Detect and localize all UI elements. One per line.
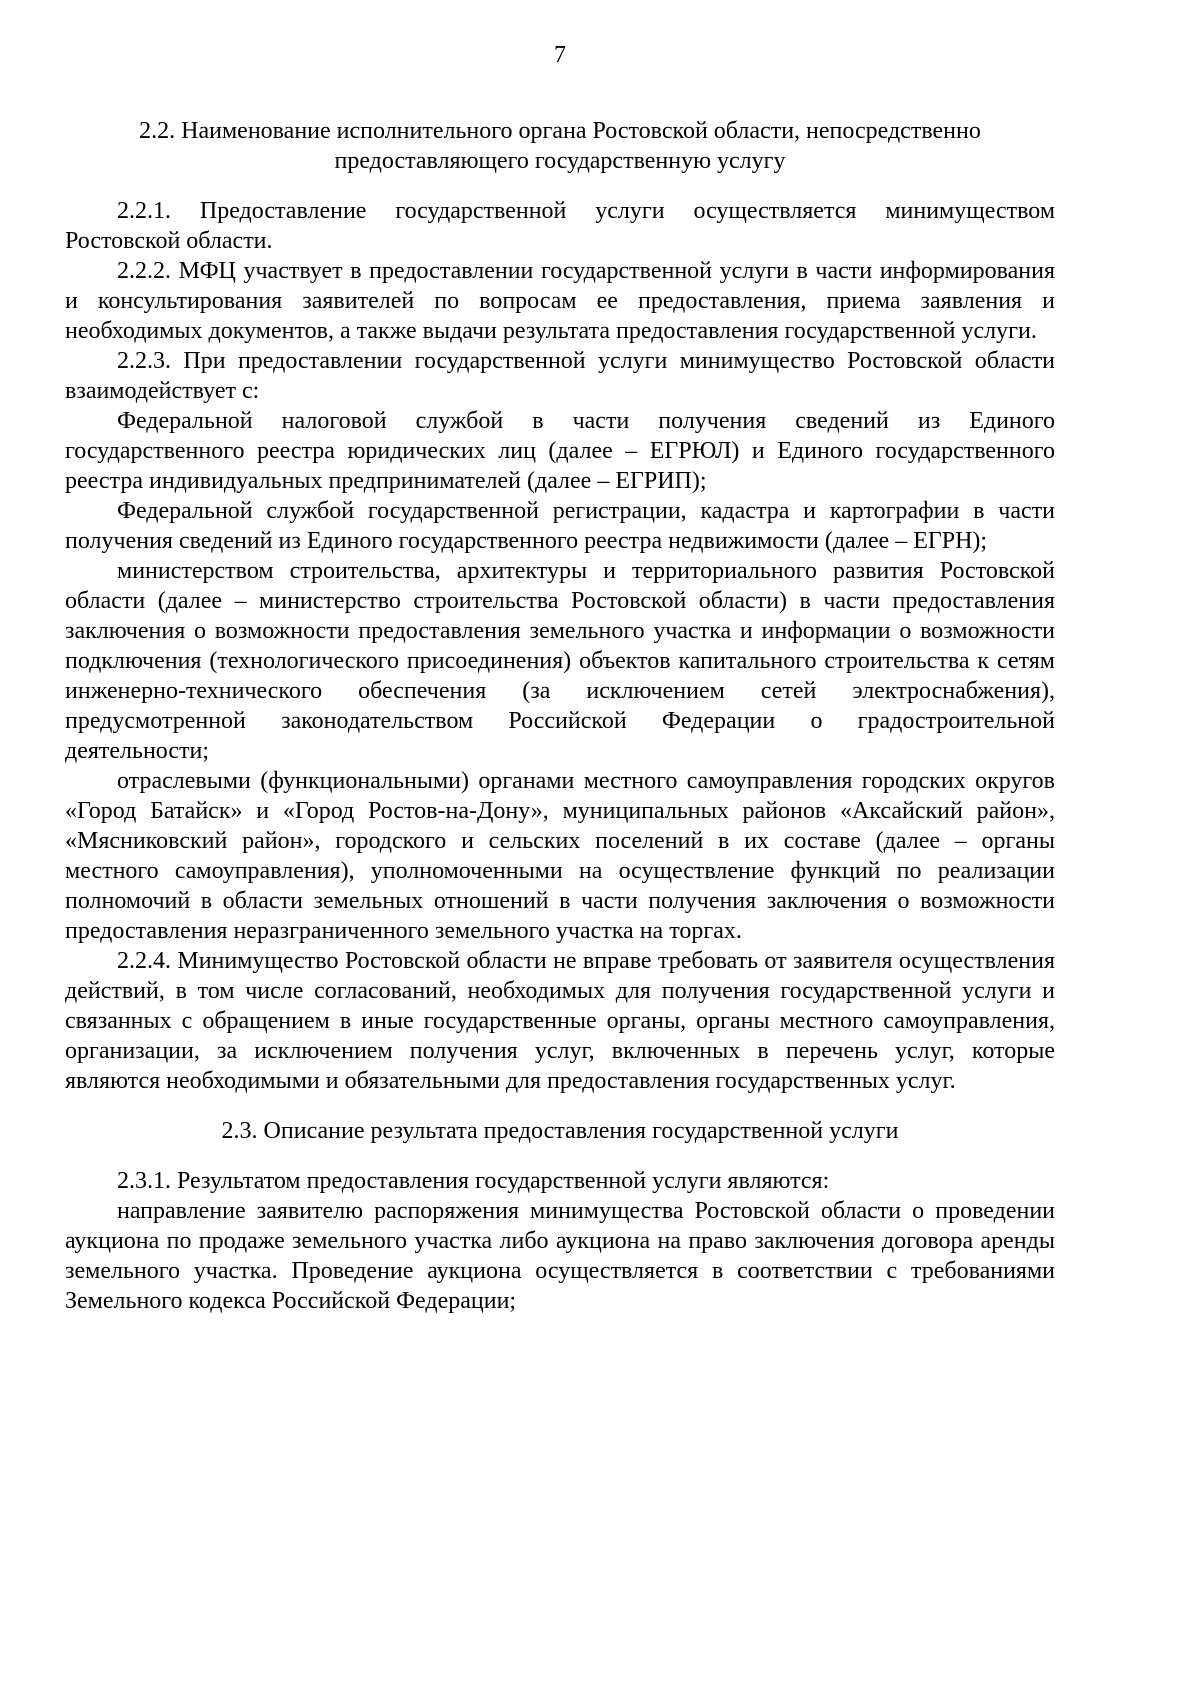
paragraph-local-authorities: отраслевыми (функциональными) органами местного самоуправления городских округов «Город Батайск» и «Город Ростов-на-Дону», муниципальных районов «Аксайский район», «Мясниковский район», городского и сельских поселений в их составе (далее – органы местного самоуправления), уполномоченными на осуществление функций по реализации полномочий в области земельных отношений в части получения заключения о возможности предоставления неразграниченного земельного участка на торгах. <box>65 768 1055 944</box>
paragraph-2-2-3: 2.2.3. При предоставлении государственной услуги минимущество Ростовской области взаимодействует с: <box>65 348 1055 404</box>
page-number: 7 <box>554 42 566 68</box>
paragraph-2-3-1: 2.3.1. Результатом предоставления государственной услуги являются: <box>117 1168 830 1194</box>
paragraph-rosreestr: Федеральной службой государственной регистрации, кадастра и картографии в части получения сведений из Единого государственного реестра недвижимости (далее – ЕГРН); <box>65 498 1055 554</box>
paragraph-2-2-4: 2.2.4. Минимущество Ростовской области не вправе требовать от заявителя осуществления действий, в том числе согласований, необходимых для получения государственной услуги и связанных с обращением в иные государственные органы, органы местного самоуправления, организации, за исключением получения услуг, включенных в перечень услуг, которые являются необходимыми и обязательными для предоставления государственных услуг. <box>65 948 1055 1094</box>
section-2-2-heading: 2.2. Наименование исполнительного органа Ростовской области, непосредственно предоставляющего государственную услугу <box>139 118 981 174</box>
paragraph-minstroy: министерством строительства, архитектуры и территориального развития Ростовской области (далее – министерство строительства Ростовской области) в части предоставления заключения о возможности предоставления земельного участка и информации о возможности подключения (технологического присоединения) объектов капитального строительства к сетям инженерно-технического обеспечения (за исключением сетей электроснабжения), предусмотренной законодательством Российской Федерации о градостроительной деятельности; <box>65 558 1055 764</box>
section-2-3-heading: 2.3. Описание результата предоставления государственной услуги <box>221 1118 899 1144</box>
paragraph-2-2-2: 2.2.2. МФЦ участвует в предоставлении государственной услуги в части информирования и консультирования заявителей по вопросам ее предоставления, приема заявления и необходимых документов, а также выдачи результата предоставления государственной услуги. <box>65 258 1055 344</box>
paragraph-2-2-1: 2.2.1. Предоставление государственной услуги осуществляется минимуществом Ростовской области. <box>65 198 1055 254</box>
paragraph-result-auction: направление заявителю распоряжения минимущества Ростовской области о проведении аукциона по продаже земельного участка либо аукциона на право заключения договора аренды земельного участка. Проведение аукциона осуществляется в соответствии с требованиями Земельного кодекса Российской Федерации; <box>65 1198 1055 1314</box>
document-body <box>65 116 1055 1316</box>
paragraph-fns: Федеральной налоговой службой в части получения сведений из Единого государственного реестра юридических лиц (далее – ЕГРЮЛ) и Единого государственного реестра индивидуальных предпринимателей (далее – ЕГРИП); <box>65 408 1055 494</box>
